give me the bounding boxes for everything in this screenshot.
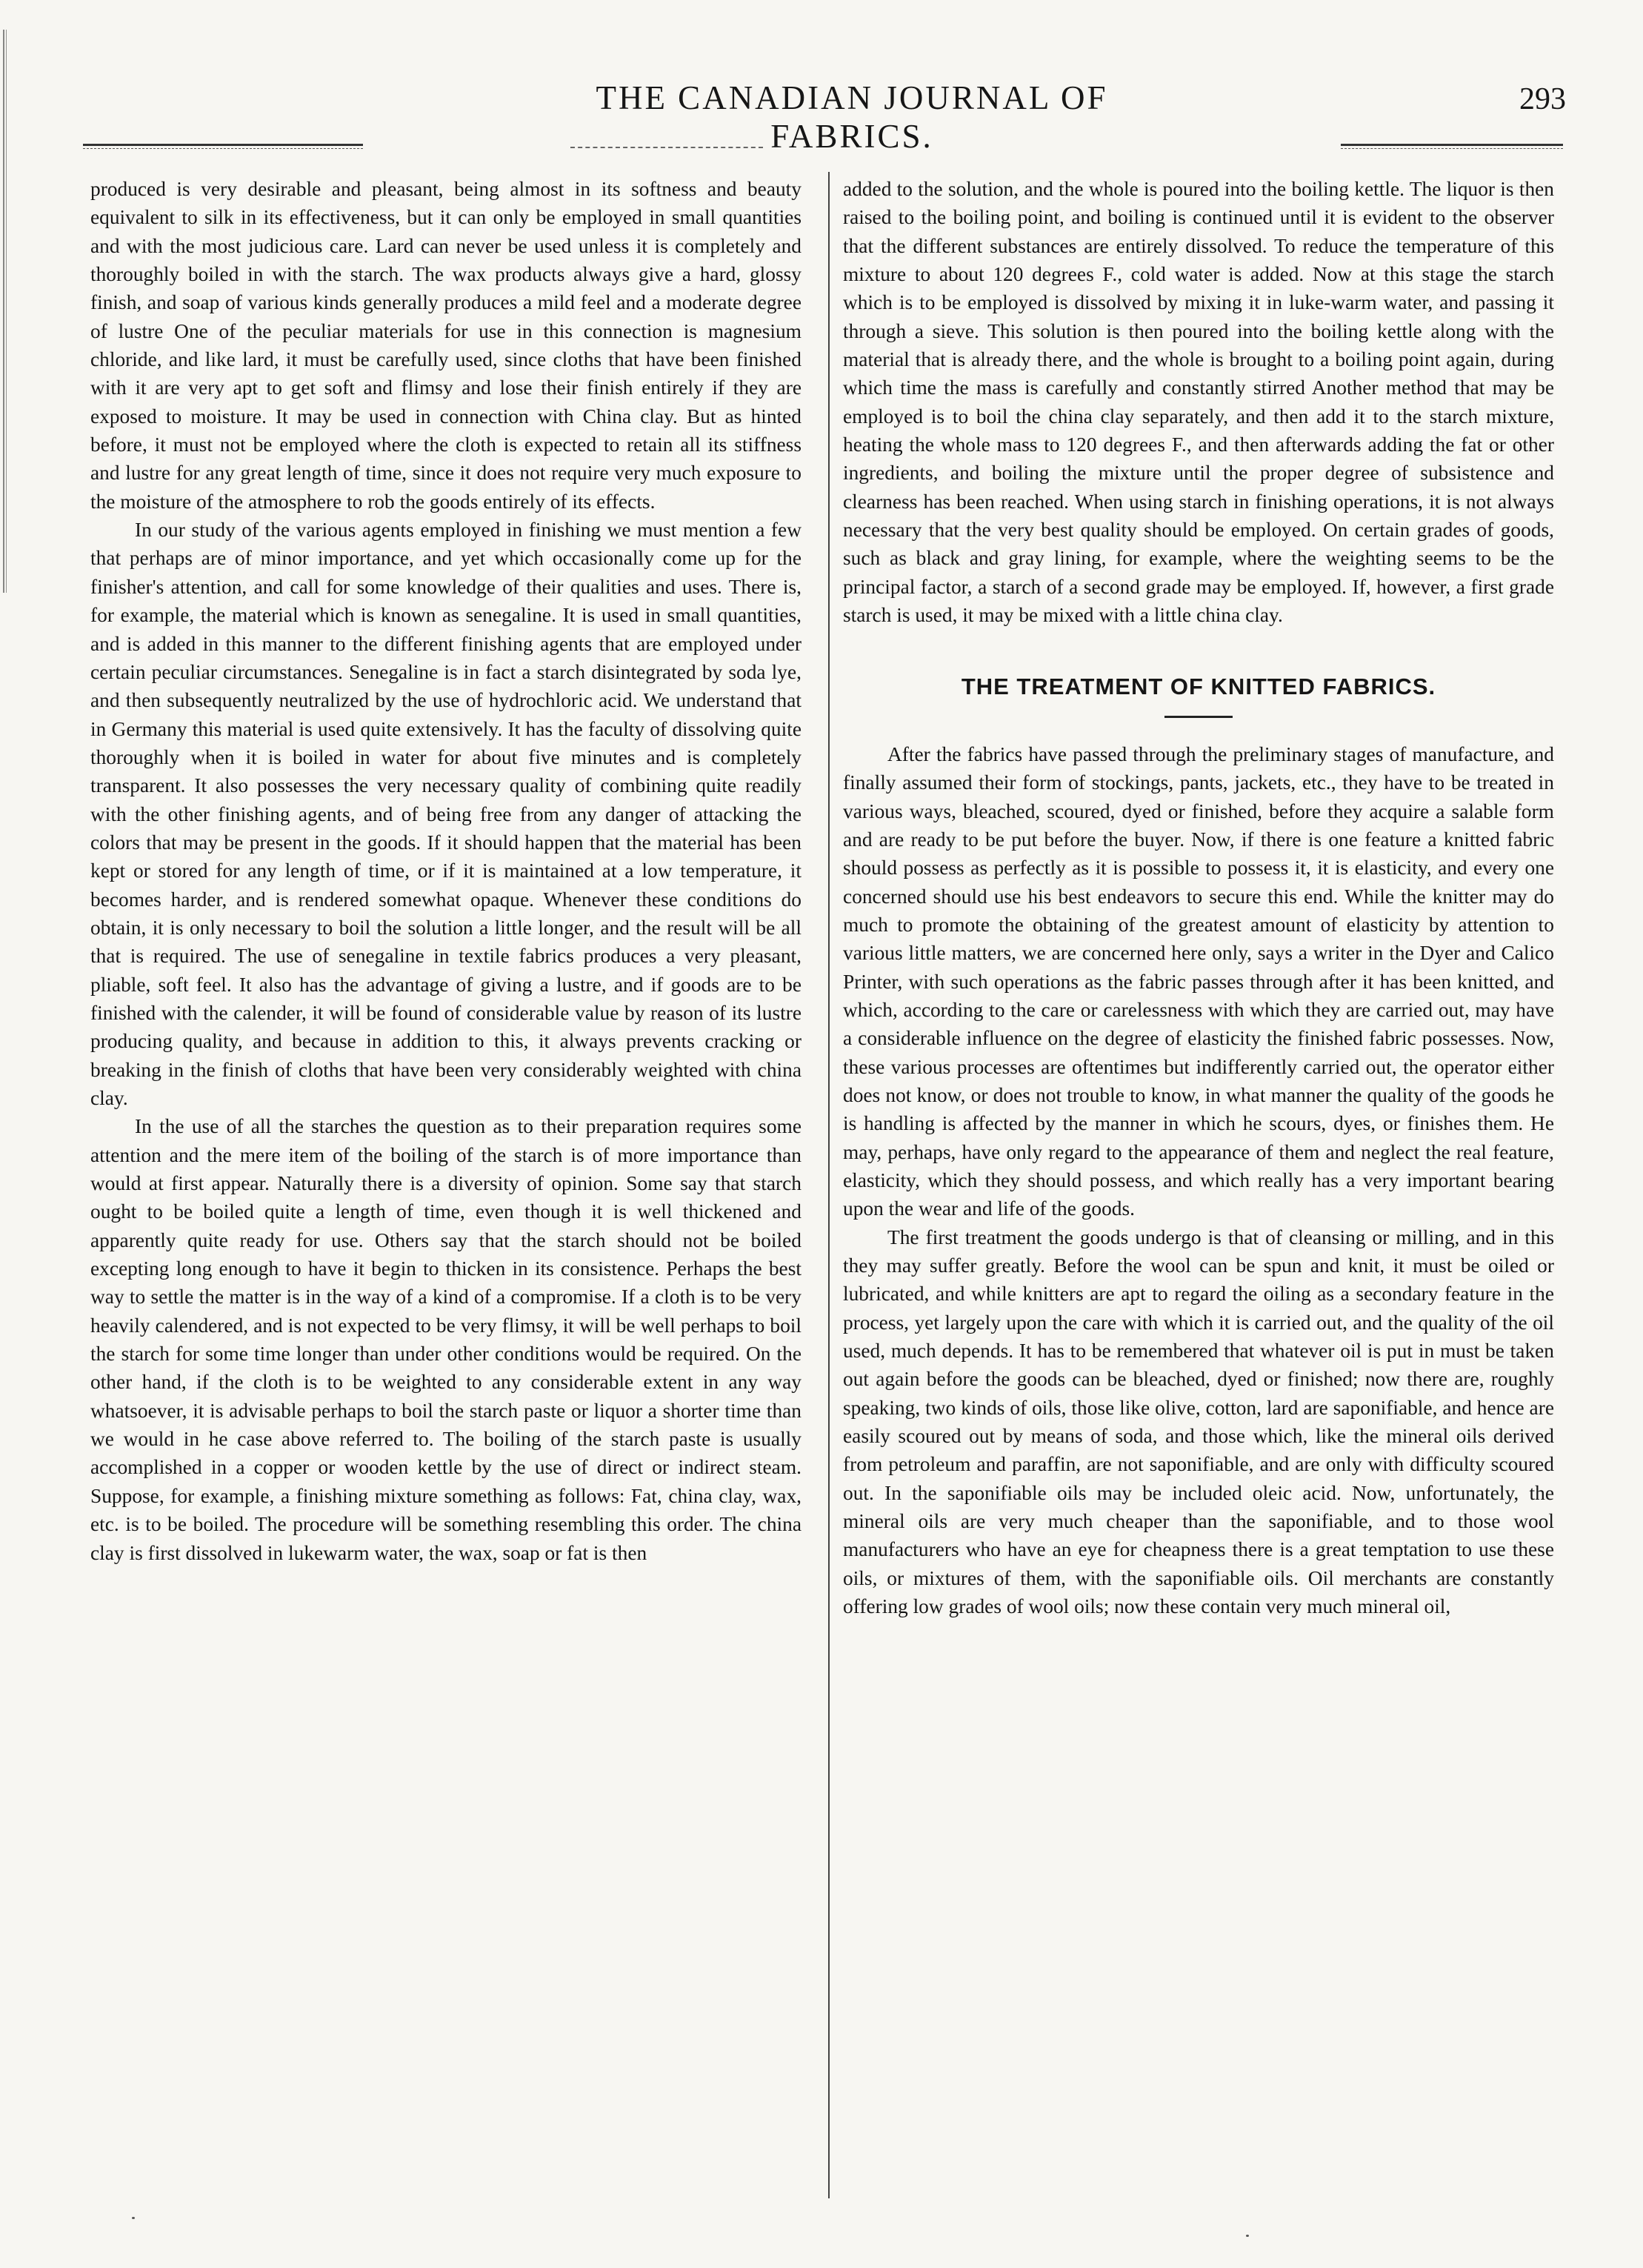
paragraph: added to the solution, and the whole is poured into the boiling kettle. The liquor is then raised to the boiling point, and boiling is continued until it is evident to the observer that the different substances are entirely dissolved. To reduce the temperature of this mixture to about 120 degrees F., cold water is added. Now at this stage the starch which is to be employed is dissolved by mixing it in luke-warm water, and passing it through a sieve. This solution is then poured into the boiling kettle along with the material that is already there, and the whole is brought to a boiling point again, during which time the mass is carefully and constantly stirred Another method that may be employed is to boil the china clay separately, and then add it to the starch mixture, heating the whole mass to 120 degrees F., and then afterwards adding the fat or other ingredients, and boiling the mixture until the proper degree of subsistence and clearness has been reached. When using starch in finishing operations, it is not always necessary that the very best quality should be employed. On certain grades of goods, such as black and gray lining, for example, where the weighting seems to be the principal factor, a starch of a second grade may be employed. If, however, a first grade starch is used, it may be mixed with a little china clay. bbox=[843, 178, 1554, 627]
heading-rule bbox=[1164, 716, 1233, 718]
header-rule-right bbox=[1341, 144, 1563, 149]
paragraph: The first treatment the goods undergo is that of cleansing or milling, and in this they may suffer greatly. Before the wool can be spun and knit, it must be oiled or lubricated, and while knitters are apt to regard the oiling as a secondary feature in the process, yet largely upon the care with which it is carried out, and the quality of the oil used, much depends. It has to be remembered that whatever oil is put in must be taken out again before the goods can be bleached, dyed or finished; now there are, roughly speaking, two kinds of oils, those like olive, cotton, lard are saponifiable, and hence are easily scoured out by means of soda, and those which, like the mineral oils derived from petroleum and paraffin, are not saponifiable, and are only with difficulty scoured out. In the saponifiable oils may be included oleic acid. Now, unfortunately, the mineral oils are very much cheaper than the saponifiable, and to those wool manufacturers who have an eye for cheapness there is a great temptation to use these oils, or mixtures of them, with the saponifiable oils. Oil merchants are constantly offering low grades of wool oils; now these contain very much mineral oil, bbox=[843, 1226, 1554, 1618]
column-divider bbox=[828, 172, 830, 2198]
paragraph: produced is very desirable and pleasant, being almost in its softness and beauty equivalent to silk in its effectiveness, but it can only be employed in small quantities and with the most judicious care. Lard can never be used unless it is completely and thoroughly boiled in with the starch. The wax products always give a hard, glossy finish, and soap of various kinds generally produces a mild feel and a moderate degree of lustre One of the peculiar materials for use in this connection is magnesium chloride, and like lard, it must be carefully used, since cloths that have been finished with it are very apt to get soft and flimsy and lose their finish entirely if they are exposed to moisture. It may be used in connection with China clay. But as hinted before, it must not be employed where the cloth is expected to retain all its stiffness and lustre for any great length of time, since it does not require very much exposure to the moisture of the atmosphere to rob the goods entirely of its effects. bbox=[90, 178, 801, 513]
paragraph: After the fabrics have passed through the preliminary stages of manufacture, and finally assumed their form of stockings, pants, jackets, etc., they have to be treated in various ways, bleached, scoured, dyed or finished, before they acquire a salable form and are ready to be put before the buyer. Now, if there is one feature a knitted fabric should possess as perfectly as it is possible to possess it, it is elasticity, and every one concerned should use his best endeavors to secure this end. While the knitter may do much to promote the obtaining of the greatest amount of elasticity by attention to various little matters, we are concerned here only, says a writer in the Dyer and Calico Printer, with such operations as the fabric passes through after it has been knitted, and which, according to the care or carelessness with which they are carried out, may have a considerable influence on the degree of elasticity the finished fabric possesses. Now, these various processes are oftentimes but indifferently carried out, the operator either does not know, or does not trouble to know, in what manner the quality of the goods he is handling is affected by the manner in which he scours, dyes, or finishes them. He may, perhaps, have only regard to the appearance of them and neglect the real feature, elasticity, which they should possess, and which really has a very important bearing upon the wear and life of the goods. bbox=[843, 742, 1554, 1220]
scan-speck bbox=[132, 2217, 135, 2219]
paragraph: In the use of all the starches the question as to their preparation requires some attention and the mere item of the boiling of the starch is of more importance than would at first appear. Naturally there is a diversity of opinion. Some say that starch ought to be boiled quite a length of time, even though it is well thickened and apparently quite ready for use. Others say that the starch should not be boiled excepting long enough to have it begin to thicken in its consistence. Perhaps the best way to settle the matter is in the way of a kind of a compromise. If a cloth is to be very heavily calendered, and is not expected to be very flimsy, it will be well perhaps to boil the starch for some time longer than under other conditions would be required. On the other hand, if the cloth is to be weighted to any considerable extent in any way whatsoever, it is advisable perhaps to boil the starch paste or liquor a shorter time than we would in he case above referred to. The boiling of the starch paste is usually accomplished in a copper or wooden kettle by the use of direct or indirect steam. Suppose, for example, a finishing mixture something as follows: Fat, china clay, wax, etc. is to be boiled. The procedure will be something resembling this order. The china clay is first dissolved in lukewarm water, the wax, soap or fat is then bbox=[90, 1115, 801, 1564]
left-column bbox=[90, 175, 801, 1567]
header-rule-middle bbox=[570, 147, 763, 148]
journal-title: THE CANADIAN JOURNAL OF FABRICS. bbox=[596, 79, 1108, 155]
header-rule-left bbox=[83, 144, 363, 149]
article-heading: THE TREATMENT OF KNITTED FABRICS. bbox=[961, 673, 1436, 699]
paragraph: In our study of the various agents employed in finishing we must mention a few that perhaps are of minor importance, and yet which occasionally come up for the finisher's attention, and call for some knowledge of their qualities and uses. There is, for example, the material which is known as senegaline. It is used in small quantities, and is added in this manner to the different finishing agents that are employed under certain peculiar circumstances. Senegaline is in fact a starch disintegrated by soda lye, and then subsequently neutralized by the use of hydrochloric acid. We understand that in Germany this material is used quite extensively. It has the faculty of dissolving quite thoroughly when it is boiled in water for about five minutes and is completely transparent. It also possesses the very necessary quality of combining quite readily with the other finishing agents, and of being free from any danger of attacking the colors that may be present in the goods. If it should happen that the material has been kept or stored for any length of time, or if it is maintained at a low temperature, it becomes harder, and is rendered somewhat opaque. Whenever these conditions do obtain, it is only necessary to boil the solution a little longer, and the result will be all that is required. The use of senegaline in textile fabrics produces a very pleasant, pliable, soft feel. It also has the advantage of giving a lustre, and if goods are to be finished with the calender, it will be found of considerable value by reason of its lustre producing quality, and because in addition to this, it always prevents cracking or breaking in the finish of cloths that have been very considerably weighted with china clay. bbox=[90, 519, 801, 1109]
page-number: 293 bbox=[1519, 82, 1566, 116]
running-head bbox=[0, 79, 1643, 155]
right-column bbox=[843, 175, 1554, 1621]
scan-speck bbox=[1246, 2235, 1249, 2237]
